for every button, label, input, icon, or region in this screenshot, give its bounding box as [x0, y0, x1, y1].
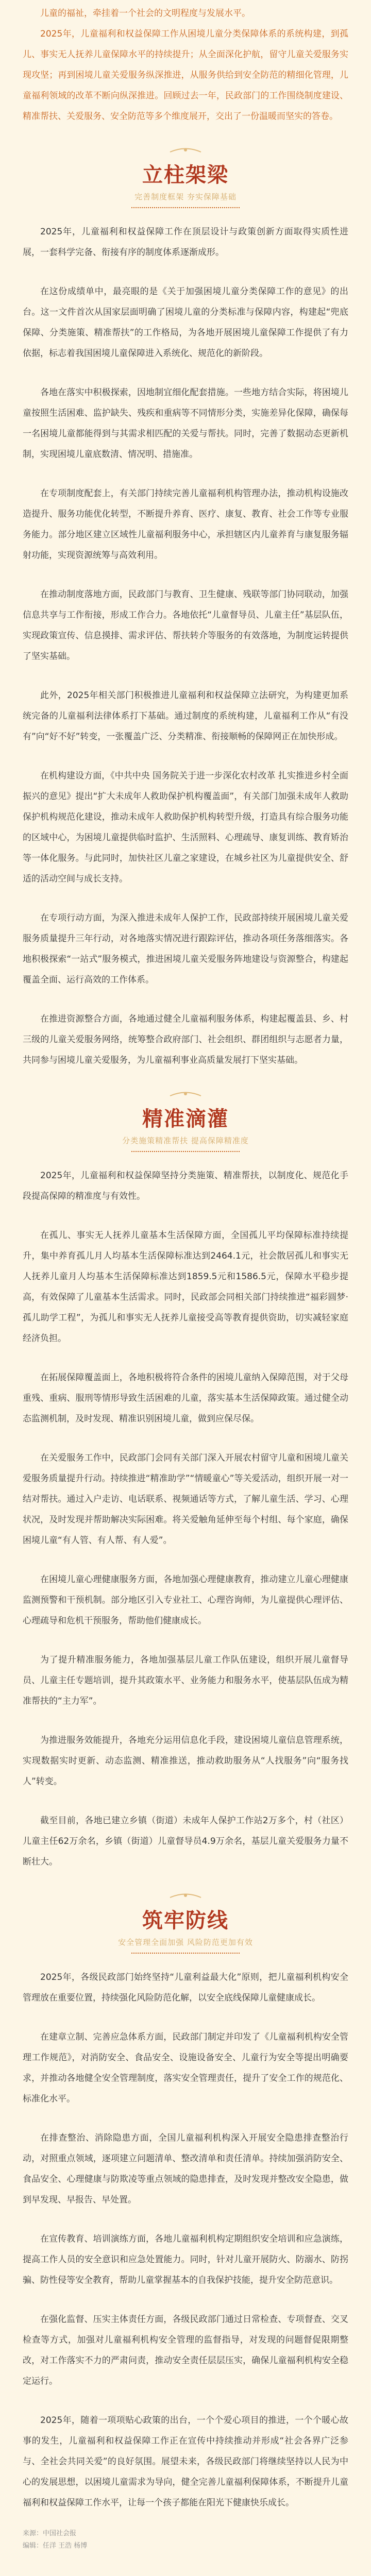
section-1-paragraph: 在机构建设方面，《中共中央 国务院关于进一步深化农村改革 扎实推进乡村全面振兴的意见》提出“扩大未成年人救助保护机构覆盖面”，有关部门加强未成年人救助保护机构规范化建设，推动未成年人救助保护机构转型升级，打造具有综合服务功能的区域中心，为困境儿童提供临时监护、生活照料、心理疏导、康复训练、教育矫治等一体化服务。与此同时，加快社区儿童之家建设，在城乡社区为儿童提供安全、舒适的活动空间与成长支持。: [23, 771, 348, 884]
section-3-paragraph: 2025年，随着一项项贴心政策的出台，一个个爱心项目的推进，一个个暖心故事的发生，儿童福利和权益保障工作正在宣传中持续推动并形成“社会各界广泛参与、全社会共同关爱”的良好氛围。展望未来，各级民政部门将继续坚持以人民为中心的发展思想，以困境儿童需求为导向，健全完善儿童福利保障体系，不断提升儿童福利和权益保障工作水平，让每一个孩子都能在阳光下健康快乐成长。: [23, 2415, 348, 2508]
section-1-header: [0, 147, 371, 208]
footer: [0, 2528, 371, 2552]
ornament-icon: [165, 1091, 206, 1100]
section-2-paragraph: 在孤儿、事实无人抚养儿童基本生活保障方面，全国孤儿平均保障标准持续提升，集中养育孤儿月人均基本生活保障标准达到2464.1元，社会散居孤儿和事实无人抚养儿童月人均基本生活保障标准达到1859.5元和1586.5元，保障水平稳步提高，有效保障了儿童基本生活需求。同时，民政部会同相关部门持续推进“福彩圆梦·孤儿助学工程”，为孤儿和事实无人抚养儿童接受高等教育提供资助，切实减轻家庭经济负担。: [23, 1230, 348, 1344]
section-1-title: 立柱架梁: [142, 163, 229, 187]
section-1-paragraph: 各地在落实中积极探索，因地制宜细化配套措施。一些地方结合实际，将困境儿童按照生活困难、监护缺失、残疾和重病等不同情形分类，实施差异化保障，确保每一名困境儿童都能得到与其需求相匹配的关爱与帮扶。同时，完善了数据动态更新机制，实现困境儿童底数清、情况明、措施准。: [23, 387, 348, 460]
section-1-paragraph: 2025年，儿童福利和权益保障工作在顶层设计与政策创新方面取得实质性进展，一套科学完备、衔接有序的制度体系逐渐成形。: [23, 227, 348, 258]
section-2-paragraph: 为了提升精准服务能力，各地加强基层儿童工作队伍建设，组织开展儿童督导员、儿童主任专题培训，提升其政策水平、业务能力和服务水平，使基层队伍成为精准帮扶的“主力军”。: [23, 1655, 348, 1706]
section-2-body: [0, 1165, 371, 1872]
section-2-paragraph: 为推进服务效能提升，各地充分运用信息化手段，建设困境儿童信息管理系统，实现数据实时更新、动态监测、精准推送，推动救助服务从“人找服务”向“服务找人”转变。: [23, 1735, 348, 1787]
section-3-body: [0, 1967, 371, 2513]
section-1-paragraph: 在专项行动方面，为深入推进未成年人保护工作，民政部持续开展困境儿童关爱服务质量提升三年行动，对各地落实情况进行跟踪评估，推动各项任务落细落实。各地积极探索“一站式”服务模式，推进困境儿童关爱服务阵地建设与资源整合，构建起覆盖全面、运行高效的工作体系。: [23, 913, 348, 985]
section-3-title: 筑牢防线: [142, 1908, 229, 1933]
section-1: [0, 147, 371, 1071]
section-divider: [131, 1151, 240, 1152]
source-credit: 来源：中国社会报: [23, 2530, 77, 2537]
section-3-subtitle: 安全管理全面加强 风险防范更加有效: [118, 1938, 253, 1947]
section-3-header: [0, 1893, 371, 1954]
section-2-paragraph: 2025年，儿童福利和权益保障坚持分类施策、精准帮扶，以制度化、规范化手段提高保障的精准度与有效性。: [23, 1171, 348, 1201]
section-divider: [131, 1953, 240, 1954]
section-3-paragraph: 在排查整治、消除隐患方面，全国儿童福利机构深入开展安全隐患排查整治行动，对照重点领域，逐项建立问题清单、整改清单和责任清单。持续加强消防安全、食品安全、心理健康与防欺凌等重点领域的隐患排查，及时发现并整改安全隐患，做到早发现、早报告、早处置。: [23, 2133, 348, 2205]
section-2-header: [0, 1091, 371, 1152]
section-3-paragraph: 在强化监督、压实主体责任方面，各级民政部门通过日常检查、专项督查、交叉检查等方式，加强对儿童福利机构安全管理的监督指导，对发现的问题督促限期整改，对工作落实不力的严肃问责，推动安全责任层层压实，确保儿童福利机构安全稳定运行。: [23, 2314, 348, 2386]
section-2-subtitle: 分类施策精准帮扶 提高保障精准度: [122, 1136, 249, 1145]
section-2: [0, 1091, 371, 1872]
section-1-paragraph: 此外，2025年相关部门积极推进儿童福利和权益保障立法研究，为构建更加系统完备的儿童福利法律体系打下基础。通过制度的系统构建，儿童福利工作从“有没有”向“好不好”转变，一张覆盖广泛、分类精准、衔接顺畅的保障网正在加快形成。: [23, 690, 348, 742]
section-divider: [131, 207, 240, 208]
section-1-paragraph: 在推进资源整合方面，各地通过健全儿童福利服务体系，构建起覆盖县、乡、村三级的儿童关爱服务网络，统筹整合政府部门、社会组织、群团组织与志愿者力量，共同参与困境儿童关爱服务，为儿童福利事业高质量发展打下坚实基础。: [23, 1014, 348, 1065]
section-2-title: 精准滴灌: [142, 1107, 229, 1131]
section-1-paragraph: 在这份成绩单中，最亮眼的是《关于加强困境儿童分类保障工作的意见》的出台。这一文件首次从国家层面明确了困境儿童的分类标准与保障内容，构建起“兜底保障、分类施策、精准帮扶”的工作格局，为各地开展困境儿童保障工作提供了有力依据，标志着我国困境儿童保障进入系统化、规范化的新阶段。: [23, 286, 348, 359]
section-1-paragraph: 在专项制度配套上，有关部门持续完善儿童福利机构管理办法，推动机构设施改造提升、服务功能优化转型，不断提升养育、医疗、康复、教育、社会工作等专业服务能力。部分地区建立区域性儿童福利服务中心，承担辖区内儿童养育与康复服务辐射功能，实现资源统筹与高效利用。: [23, 488, 348, 561]
section-1-paragraph: 在推动制度落地方面，民政部门与教育、卫生健康、残联等部门协同联动，加强信息共享与工作衔接，形成工作合力。各地依托“儿童督导员、儿童主任”基层队伍，实现政策宣传、信息摸排、需求评估、帮扶转介等服务的有效落地，为制度运转提供了坚实基础。: [23, 589, 348, 662]
section-2-paragraph: 在困境儿童心理健康服务方面，各地加强心理健康教育，推动建立儿童心理健康监测预警和干预机制。部分地区引入专业社工、心理咨询师，为儿童提供心理评估、心理疏导和危机干预服务，帮助他们健康成长。: [23, 1574, 348, 1626]
editor-credit: 编辑：任洋 王浩 杨博: [23, 2542, 88, 2550]
ornament-icon: [165, 147, 206, 157]
section-2-paragraph: 在拓展保障覆盖面上，各地积极将符合条件的困境儿童纳入保障范围，对于父母重残、重病、服刑等情形导致生活困难的儿童，落实基本生活保障政策。通过健全动态监测机制，及时发现、精准识别困境儿童，做到应保尽保。: [23, 1372, 348, 1424]
intro-paragraph-2: 2025年，儿童福利和权益保障工作从困境儿童分类保障体系的系统构建，到孤儿、事实无人抚养儿童保障水平的持续提升；从全面深化护航，留守儿童关爱服务实现攻坚；再到困境儿童关爱服务纵深推进，从服务供给到安全防范的精细化管理，儿童福利领域的改革不断向纵深推进。回顾过去一年，民政部门的工作围绕制度建设、精准帮扶、关爱服务、安全防范等多个维度展开，交出了一份温暖而坚实的答卷。: [23, 29, 348, 122]
section-3-paragraph: 在建章立制、完善应急体系方面，民政部门制定并印发了《儿童福利机构安全管理工作规范》，对消防安全、食品安全、设施设备安全、儿童行为安全等提出明确要求，并推动各地健全安全管理制度，落实安全管理责任，提升了安全工作的规范化、标准化水平。: [23, 2032, 348, 2104]
section-3-paragraph: 2025年，各级民政部门始终坚持“儿童利益最大化”原则，把儿童福利机构安全管理放在重要位置，持续强化风险防范化解，以安全底线保障儿童健康成长。: [23, 1972, 348, 2003]
intro-block: [0, 0, 371, 127]
section-1-subtitle: 完善制度框架 夯实保障基础: [134, 192, 237, 201]
intro-paragraph-1: 儿童的福祉，牵挂着一个社会的文明程度与发展水平。: [40, 8, 250, 19]
ornament-icon: [165, 1893, 206, 1902]
section-3-paragraph: 在宣传教育、培训演练方面，各地儿童福利机构定期组织安全培训和应急演练，提高工作人员的安全意识和应急处置能力。同时，针对儿童开展防火、防溺水、防拐骗、防性侵等安全教育，帮助儿童掌握基本的自我保护技能，提升安全防范意识。: [23, 2234, 348, 2285]
section-2-paragraph: 在关爱服务工作中，民政部门会同有关部门深入开展农村留守儿童和困境儿童关爱服务质量提升行动。持续推进“精准助学”“情暖童心”等关爱活动，组织开展一对一结对帮扶。通过入户走访、电话联系、视频通话等方式，了解儿童生活、学习、心理状况，及时发现并帮助解决实际困难。将关爱触角延伸至每个村组、每个家庭，确保困境儿童“有人管、有人帮、有人爱”。: [23, 1453, 348, 1546]
section-2-paragraph: 截至目前，各地已建立乡镇（街道）未成年人保护工作站2万多个，村（社区）儿童主任62万余名，乡镇（街道）儿童督导员4.9万余名，基层儿童关爱服务力量不断壮大。: [23, 1816, 348, 1867]
section-1-body: [0, 222, 371, 1071]
section-3: [0, 1893, 371, 2513]
